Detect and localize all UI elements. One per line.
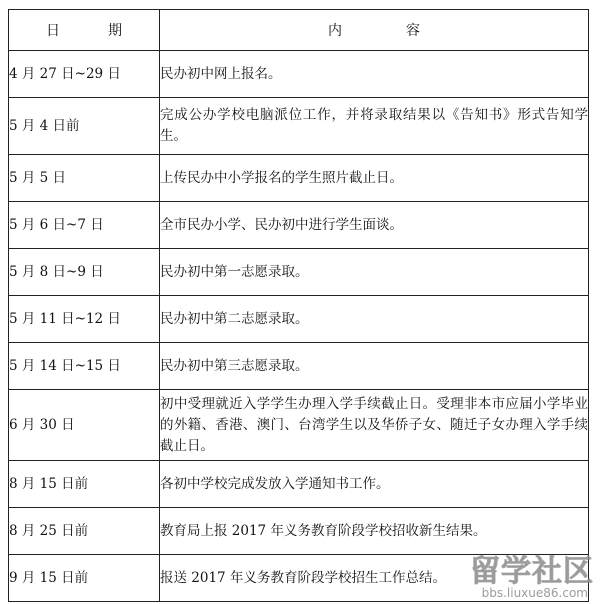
row-content: 报送 2017 年义务教育阶段学校招生工作总结。 [160,555,589,602]
header-content-char-2: 容 [406,23,420,39]
row-content: 教育局上报 2017 年义务教育阶段学校招收新生结果。 [160,508,589,555]
table-row [9,343,589,390]
table-row [9,202,589,249]
table-row [9,155,589,202]
table-row [9,51,589,98]
table-row [9,296,589,343]
row-date: 5 月 4 日前 [9,98,160,155]
header-content [160,10,589,51]
watermark-logo: 留学社区 [470,554,594,589]
row-content: 完成公办学校电脑派位工作，并将录取结果以《告知书》形式告知学生。 [160,98,589,155]
row-date: 4 月 27 日~29 日 [9,51,160,98]
row-content: 初中受理就近入学学生办理入学手续截止日。受理非本市应届小学毕业的外籍、香港、澳门、台湾学生以及华侨子女、随迁子女办理入学手续截止日。 [160,390,589,461]
row-date: 9 月 15 日前 [9,555,160,602]
row-content: 民办初中第三志愿录取。 [160,343,589,390]
row-date: 5 月 11 日~12 日 [9,296,160,343]
row-date: 5 月 8 日~9 日 [9,249,160,296]
header-date-char-2: 期 [108,23,122,39]
row-date: 8 月 15 日前 [9,461,160,508]
row-content: 民办初中第一志愿录取。 [160,249,589,296]
row-content: 各初中学校完成发放入学通知书工作。 [160,461,589,508]
table-row [9,461,589,508]
table-header-row [9,10,589,51]
table-row [9,249,589,296]
header-date [9,10,160,51]
header-content-char-1: 内 [328,23,342,39]
row-content: 全市民办小学、民办初中进行学生面谈。 [160,202,589,249]
table-row [9,390,589,461]
row-content: 民办初中网上报名。 [160,51,589,98]
watermark-url: bbs.liuxue86.com [481,586,588,600]
row-date: 5 月 14 日~15 日 [9,343,160,390]
admission-schedule-table [8,9,589,602]
table-row [9,508,589,555]
table-row [9,98,589,155]
row-date: 5 月 5 日 [9,155,160,202]
row-content: 上传民办中小学报名的学生照片截止日。 [160,155,589,202]
row-date: 5 月 6 日~7 日 [9,202,160,249]
row-date: 6 月 30 日 [9,390,160,461]
header-date-char-1: 日 [46,23,60,39]
table-row [9,555,589,602]
row-date: 8 月 25 日前 [9,508,160,555]
row-content: 民办初中第二志愿录取。 [160,296,589,343]
